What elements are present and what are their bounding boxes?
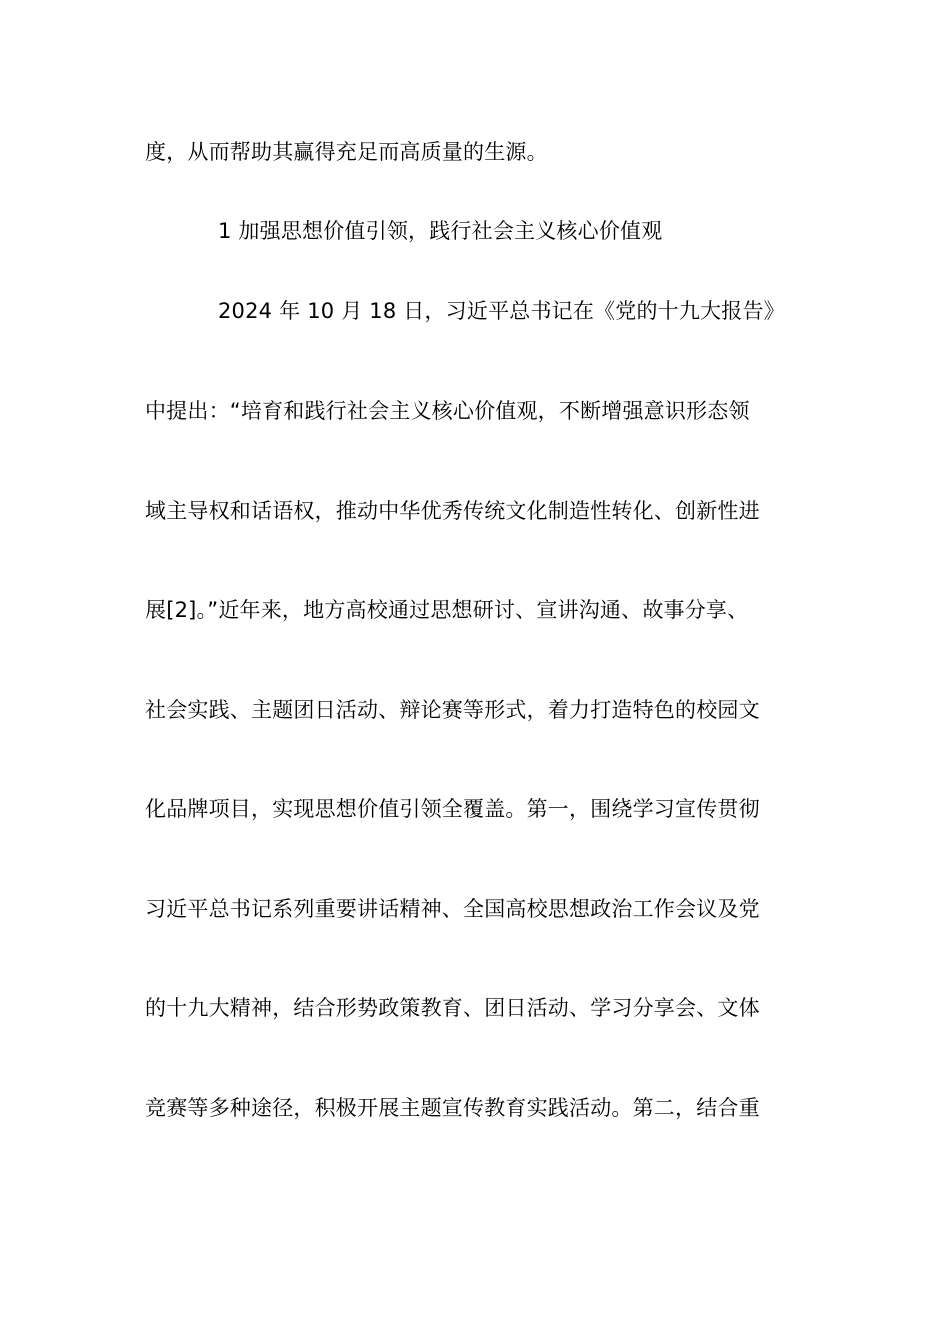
paragraph-line-10: 竞赛等多种途径，积极开展主题宣传教育实践活动。第二，结合重 <box>145 1096 760 1120</box>
paragraph-line-2: 2024 年 10 月 18 日，习近平总书记在《党的十九大报告》 <box>218 299 785 323</box>
paragraph-line-8: 习近平总书记系列重要讲话精神、全国高校思想政治工作会议及党 <box>145 897 760 921</box>
section-heading: 1 加强思想价值引领，践行社会主义核心价值观 <box>218 219 663 243</box>
paragraph-line-7: 化品牌项目，实现思想价值引领全覆盖。第一，围绕学习宣传贯彻 <box>145 797 760 821</box>
paragraph-line-3: 中提出：“培育和践行社会主义核心价值观，不断增强意识形态领 <box>145 399 750 423</box>
paragraph-line-9: 的十九大精神，结合形势政策教育、团日活动、学习分享会、文体 <box>145 996 760 1020</box>
paragraph-line-6: 社会实践、主题团日活动、辩论赛等形式，着力打造特色的校园文 <box>145 698 760 722</box>
paragraph-line-4: 域主导权和话语权，推动中华优秀传统文化制造性转化、创新性进 <box>145 499 760 523</box>
paragraph-line-1: 度，从而帮助其赢得充足而高质量的生源。 <box>145 140 548 164</box>
paragraph-line-5: 展[2]。”近年来，地方高校通过思想研讨、宣讲沟通、故事分享、 <box>145 598 749 622</box>
